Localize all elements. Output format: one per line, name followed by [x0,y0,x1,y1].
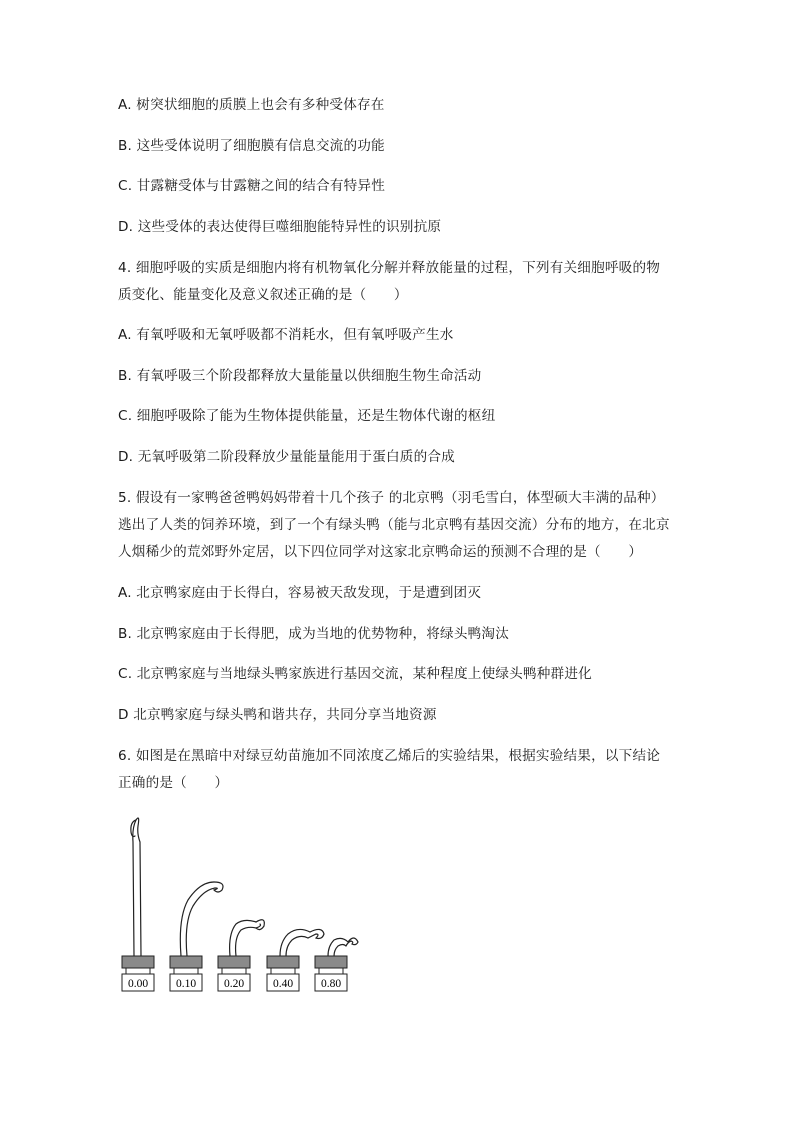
q4-option-c: C. 细胞呼吸除了能为生物体提供能量，还是生物体代谢的枢纽 [118,408,496,424]
q6-stem-line-2: 正确的是（ ） [118,775,229,791]
q3-option-c: C. 甘露糖受体与甘露糖之间的结合有特异性 [118,178,386,194]
seedling-0-10 [180,882,223,956]
q3-option-b: B. 这些受体说明了细胞膜有信息交流的功能 [118,138,385,154]
pot-label-0-10: 0.10 [175,978,197,990]
seedling-0-20 [230,920,265,956]
pot-0-80 [315,956,347,991]
q6-stem-line-1: 6. 如图是在黑暗中对绿豆幼苗施加不同浓度乙烯后的实验结果，根据实验结果，以下结论 [118,748,661,764]
seedling-0-40 [280,929,324,956]
q3-option-d: D. 这些受体的表达使得巨噬细胞能特异性的识别抗原 [118,219,442,235]
q4-option-b: B. 有氧呼吸三个阶段都释放大量能量以供细胞生物生命活动 [118,368,482,384]
q5-stem-line-3: 人烟稀少的荒郊野外定居，以下四位同学对这家北京鸭命运的预测不合理的是（ ） [118,544,643,560]
pot-label-0-40: 0.40 [272,978,294,990]
pot-0-20 [218,956,250,991]
seedling-0-80 [328,938,358,956]
q5-option-b: B. 北京鸭家庭由于长得肥，成为当地的优势物种，将绿头鸭淘汰 [118,626,509,642]
q5-stem-line-2: 逃出了人类的饲养环境，到了一个有绿头鸭（能与北京鸭有基因交流）分布的地方，在北京 [118,517,670,533]
q5-stem-line-1: 5. 假设有一家鸭爸爸鸭妈妈带着十几个孩子 的北京鸭（羽毛雪白，体型硕大丰满的品种） [118,490,665,506]
q4-option-a: A. 有氧呼吸和无氧呼吸都不消耗水，但有氧呼吸产生水 [118,327,454,343]
pot-0-40 [267,956,299,991]
pot-0-10 [170,956,202,991]
q4-option-d: D. 无氧呼吸第二阶段释放少量能量能用于蛋白质的合成 [118,449,455,465]
pots [122,956,347,991]
q5-option-a: A. 北京鸭家庭由于长得白，容易被天敌发现，于是遭到团灭 [118,585,482,601]
q5-option-d: D 北京鸭家庭与绿头鸭和谐共存，共同分享当地资源 [118,707,437,723]
pot-label-0-20: 0.20 [223,978,245,990]
q4-stem-line-1: 4. 细胞呼吸的实质是细胞内将有机物氧化分解并释放能量的过程，下列有关细胞呼吸的物 [118,260,661,276]
pot-0-00 [122,956,154,991]
q3-option-a: A. 树突状细胞的质膜上也会有多种受体存在 [118,97,385,113]
pot-label-0-80: 0.80 [320,978,342,990]
seedling-figure [110,808,370,1003]
pot-label-0-00: 0.00 [127,978,149,990]
seedling-0-00 [131,818,141,956]
q5-option-c: C. 北京鸭家庭与当地绿头鸭家族进行基因交流，某种程度上使绿头鸭种群进化 [118,666,592,682]
q4-stem-line-2: 质变化、能量变化及意义叙述正确的是（ ） [118,287,408,303]
